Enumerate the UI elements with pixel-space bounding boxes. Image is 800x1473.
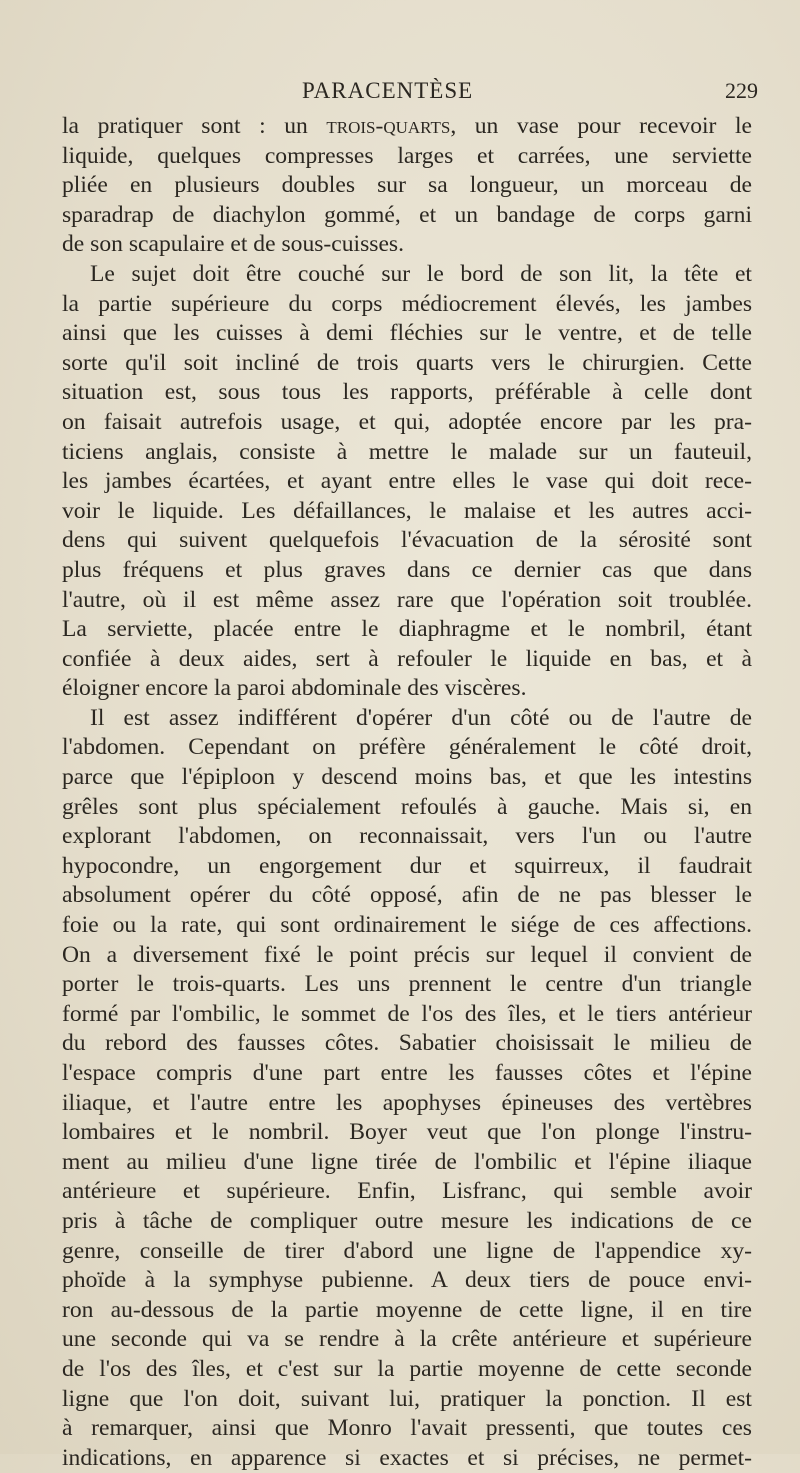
text-line: les jambes écartées, et ayant entre elles le vase qui doit rece- <box>62 468 752 495</box>
body-text <box>62 112 752 1473</box>
text-line: absolument opérer du côté opposé, afin de ne pas blesser le <box>62 882 752 909</box>
running-title: PARACENTÈSE <box>302 78 474 103</box>
text-line: liquide, quelques compresses larges et carrées, une serviette <box>62 142 752 169</box>
text-line: du rebord des fausses côtes. Sabatier choisissait le milieu de <box>62 1030 752 1057</box>
text-line: Il est assez indifférent d'opérer d'un côté ou de l'autre de <box>90 704 752 731</box>
text-line: situation est, sous tous les rapports, préférable à celle dont <box>62 379 752 406</box>
book-page <box>62 78 758 1473</box>
text-line: de son scapulaire et de sous-cuisses. <box>62 231 405 258</box>
text-line: pris à tâche de compliquer outre mesure les indications de ce <box>62 1207 752 1234</box>
text-line: ticiens anglais, consiste à mettre le malade sur un fauteuil, <box>62 438 752 465</box>
text-line: parce que l'épiploon y descend moins bas, et que les intestins <box>62 764 752 791</box>
text-line: porter le trois-quarts. Les uns prennent le centre d'un triangle <box>62 971 752 998</box>
text-line: sparadrap de diachylon gommé, et un bandage de corps garni <box>62 201 752 228</box>
text-line: ligne que l'on doit, suivant lui, pratiquer la ponction. Il est <box>62 1385 752 1412</box>
text-line: l'autre, où il est même assez rare que l'opération soit troublée. <box>62 586 752 613</box>
text-line: genre, conseille de tirer d'abord une ligne de l'appendice xy- <box>62 1237 752 1264</box>
text-line: lombaires et le nombril. Boyer veut que l'on plonge l'instru- <box>62 1119 752 1146</box>
text-line: à remarquer, ainsi que Monro l'avait pressenti, que toutes ces <box>62 1415 752 1442</box>
text-line: pliée en plusieurs doubles sur sa longueur, un morceau de <box>62 172 752 199</box>
text-line: confiée à deux aides, sert à refouler le liquide en bas, et à <box>62 645 752 672</box>
text-line: voir le liquide. Les défaillances, le malaise et les autres acci- <box>62 497 752 524</box>
text-line: formé par l'ombilic, le sommet de l'os des îles, et le tiers antérieur <box>62 1000 752 1027</box>
text-line: hypocondre, un engorgement dur et squirreux, il faudrait <box>62 852 752 879</box>
text-line: indications, en apparence si exactes et si précises, ne permet- <box>62 1444 752 1471</box>
text-line: l'abdomen. Cependant on préfère généralement le côté droit, <box>62 734 752 761</box>
text-line: antérieure et supérieure. Enfin, Lisfranc, qui semble avoir <box>62 1178 752 1205</box>
text-line: de l'os des îles, et c'est sur la partie moyenne de cette seconde <box>62 1355 752 1382</box>
text-line: foie ou la rate, qui sont ordinairement le siége de ces affections. <box>62 912 752 939</box>
page-header <box>62 78 758 112</box>
text-line: iliaque, et l'autre entre les apophyses épineuses des vertèbres <box>62 1089 752 1116</box>
text-line: La serviette, placée entre le diaphragme et le nombril, étant <box>62 616 752 643</box>
text-line: éloigner encore la paroi abdominale des viscères. <box>62 675 527 702</box>
page-number: 229 <box>725 78 758 103</box>
text-line: ment au milieu d'une ligne tirée de l'ombilic et l'épine iliaque <box>62 1148 752 1175</box>
text-line: sorte qu'il soit incliné de trois quarts vers le chirurgien. Cette <box>62 349 752 376</box>
text-line: une seconde qui va se rendre à la crête antérieure et supérieure <box>62 1326 752 1353</box>
text-line: la partie supérieure du corps médiocrement élevés, les jambes <box>62 290 752 317</box>
text-line: phoïde à la symphyse pubienne. A deux tiers de pouce envi- <box>62 1267 752 1294</box>
text-line: ron au-dessous de la partie moyenne de cette ligne, il en tire <box>62 1296 752 1323</box>
text-line: On a diversement fixé le point précis sur lequel il convient de <box>62 941 752 968</box>
text-line: ainsi que les cuisses à demi fléchies sur le ventre, et de telle <box>62 320 752 347</box>
text-line: la pratiquer sont : un trois-quarts, un vase pour recevoir le <box>62 113 752 139</box>
text-line: Le sujet doit être couché sur le bord de son lit, la tête et <box>90 260 752 287</box>
text-line: dens qui suivent quelquefois l'évacuation de la sérosité sont <box>62 527 752 554</box>
text-line: plus fréquens et plus graves dans ce dernier cas que dans <box>62 556 752 583</box>
text-line: explorant l'abdomen, on reconnaissait, vers l'un ou l'autre <box>62 823 752 850</box>
text-line: on faisait autrefois usage, et qui, adoptée encore par les pra- <box>62 408 752 435</box>
text-line: l'espace compris d'une part entre les fausses côtes et l'épine <box>62 1060 752 1086</box>
text-line: grêles sont plus spécialement refoulés à gauche. Mais si, en <box>62 793 752 820</box>
